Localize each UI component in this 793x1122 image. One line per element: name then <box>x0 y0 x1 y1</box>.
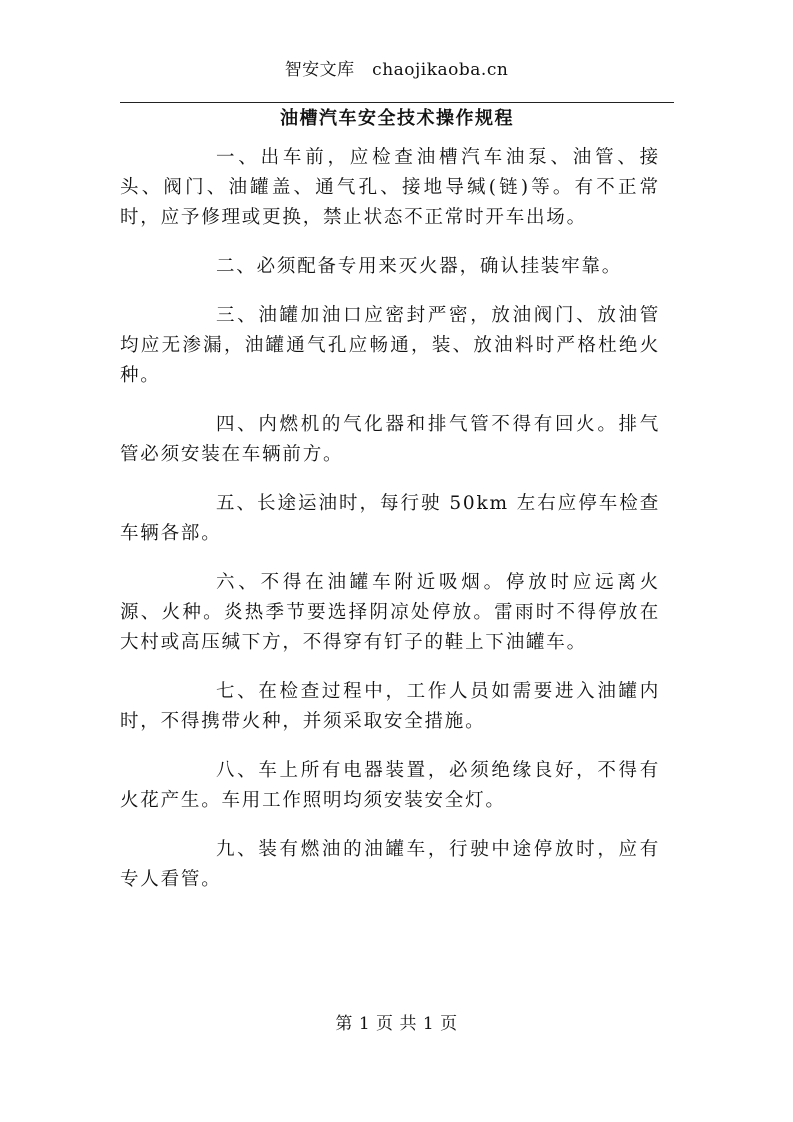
paragraph-7: 七、在检查过程中，工作人员如需要进入油罐内时，不得携带火种，并须采取安全措施。 <box>120 681 660 732</box>
paragraph-9: 九、装有燃油的油罐车，行驶中途停放时，应有专人看管。 <box>120 839 660 890</box>
paragraph-6: 六、不得在油罐车附近吸烟。停放时应远离火源、火种。炎热季节要选择阴凉处停放。雷雨时不得停放在大村或高压缄下方，不得穿有钉子的鞋上下油罐车。 <box>120 572 660 653</box>
page-footer: 第 1 页 共 1 页 <box>335 1014 458 1034</box>
paragraph-4: 四、内燃机的气化器和排气管不得有回火。排气管必须安装在车辆前方。 <box>120 414 660 465</box>
paragraph-5: 五、长途运油时，每行驶 50km 左右应停车检查车辆各部。 <box>120 493 660 544</box>
paragraph-8: 八、车上所有电器装置，必须绝缘良好，不得有火花产生。车用工作照明均须安装安全灯。 <box>120 760 660 811</box>
paragraph-1: 一、出车前，应检查油槽汽车油泵、油管、接头、阀门、油罐盖、通气孔、接地导缄(链)等。有不正常时，应予修理或更换，禁止状态不正常时开车出场。 <box>120 147 660 228</box>
document-body <box>120 143 660 914</box>
paragraph-2: 二、必须配备专用来灭火器，确认挂装牢靠。 <box>216 256 623 277</box>
header-divider <box>120 102 674 103</box>
document-title: 油槽汽车安全技术操作规程 <box>280 108 514 129</box>
page-header-text: 智安文库 chaojikaoba.cn <box>284 60 509 80</box>
paragraph-3: 三、油罐加油口应密封严密，放油阀门、放油管均应无渗漏，油罐通气孔应畅通，装、放油料时严格杜绝火种。 <box>120 305 660 386</box>
